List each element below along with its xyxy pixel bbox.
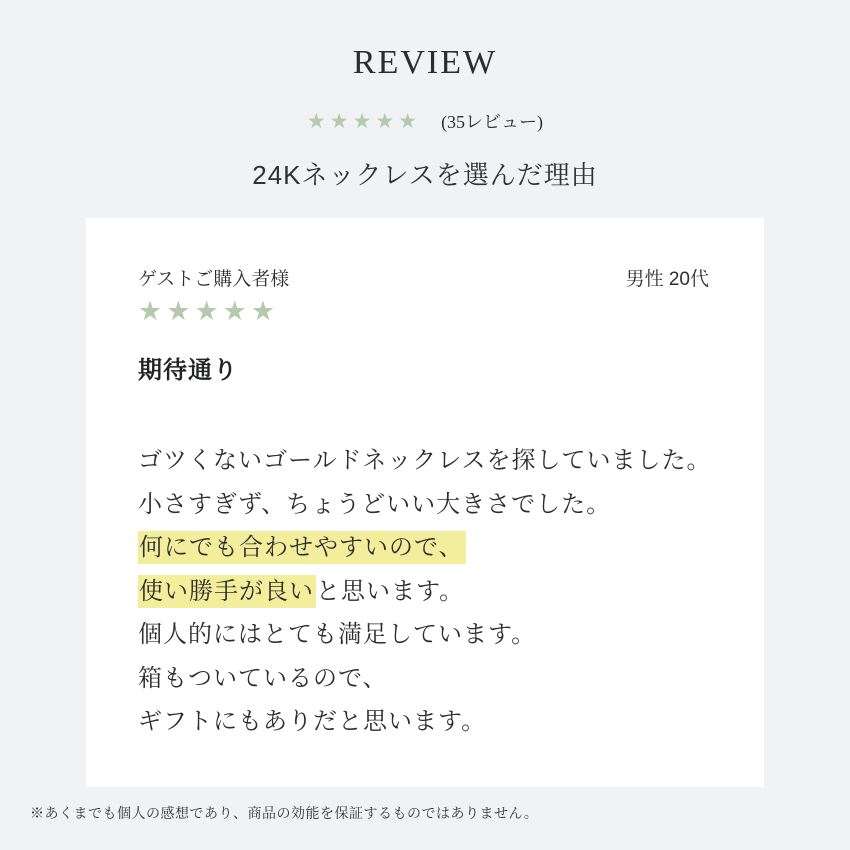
rating-summary	[0, 108, 850, 134]
review-reason-heading: 24Kネックレスを選んだ理由	[252, 160, 598, 190]
reviewer-row	[138, 264, 709, 291]
review-body-line	[138, 613, 709, 657]
body-text: 箱もついているので、	[138, 664, 388, 692]
body-text: ギフトにもありだと思います。	[138, 708, 487, 735]
star-icon: ★	[138, 296, 167, 326]
star-icon: ★	[375, 109, 399, 133]
star-icon: ★	[194, 296, 223, 326]
highlighted-text: 使い勝手が良い	[138, 575, 316, 608]
body-text: ゴツくないゴールドネックレスを探していました。	[138, 447, 712, 474]
star-icon: ★	[222, 296, 251, 326]
review-body-line	[138, 700, 709, 744]
star-icon: ★	[250, 296, 280, 326]
star-rating-summary	[307, 111, 421, 132]
review-title: 期待通り	[138, 357, 238, 384]
star-icon: ★	[329, 109, 353, 133]
highlighted-text: 何にでも合わせやすいので、	[138, 531, 466, 564]
review-body-line	[138, 526, 709, 570]
review-body-line	[138, 570, 709, 614]
review-card	[86, 218, 764, 787]
body-text: 小さすぎず、ちょうどいい大きさでした。	[138, 490, 612, 518]
reviewer-name: ゲストご購入者様	[138, 269, 290, 290]
review-body-line	[138, 483, 709, 527]
footer-disclaimer: ※あくまでも個人の感想であり、商品の効能を保証するものではありません。	[30, 805, 539, 821]
page-title: REVIEW	[352, 44, 498, 81]
review-body	[138, 439, 712, 744]
review-body-line	[138, 439, 712, 483]
review-count-label: (35レビュー)	[441, 112, 544, 132]
reviewer-meta: 男性 20代	[625, 269, 709, 290]
star-icon: ★	[398, 109, 422, 133]
body-text: と思います。	[316, 577, 465, 605]
star-icon: ★	[352, 109, 376, 133]
star-icon: ★	[306, 109, 330, 133]
review-body-line	[138, 657, 709, 701]
body-text: 個人的にはとても満足しています。	[138, 621, 537, 648]
star-rating-review	[138, 298, 709, 325]
star-icon: ★	[166, 296, 195, 326]
